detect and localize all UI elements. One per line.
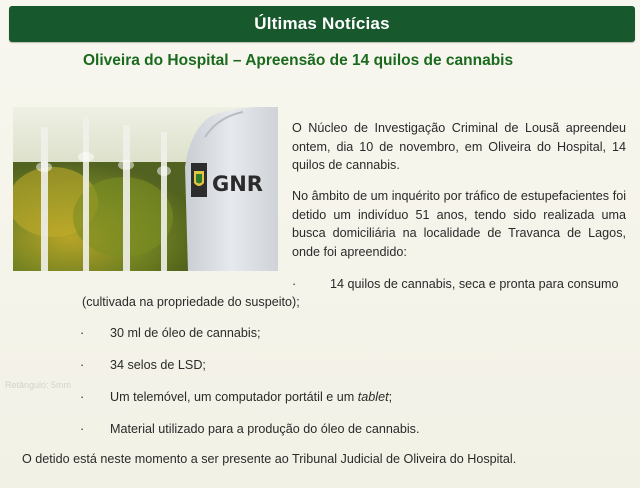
section-header [9, 6, 635, 42]
article-title[interactable]: Oliveira do Hospital – Apreensão de 14 quilos de cannabis [83, 52, 514, 69]
list-item: · 30 ml de óleo de cannabis; [80, 326, 261, 340]
bullet-mark: · [80, 358, 85, 372]
list-item: · 14 quilos de cannabis, seca e pronta para consumo [292, 275, 626, 294]
list-item-continuation: (cultivada na propriedade do suspeito); [82, 295, 300, 309]
article-photo[interactable] [13, 107, 278, 271]
bullet-mark: · [80, 326, 85, 340]
bullet-mark: · [80, 422, 85, 436]
article-paragraph-2: No âmbito de um inquérito por tráfico de estupefacientes foi detido um indivíduo 51 anos, tendo sido realizada uma busca domiciliária na localidade de Travanca de Lagos, onde foi apreendido: [292, 189, 626, 259]
article-closing-paragraph: O detido está neste momento a ser presente ao Tribunal Judicial de Oliveira do Hospital. [22, 452, 517, 466]
list-item: · 34 selos de LSD; [80, 358, 206, 372]
overlay-label: Retângulo: 5mm [5, 380, 72, 390]
gnr-officer-image [13, 107, 278, 271]
list-item: · Material utilizado para a produção do óleo de cannabis. [80, 422, 420, 436]
bullet-mark: · [80, 390, 85, 404]
article-paragraph-1: O Núcleo de Investigação Criminal de Lousã apreendeu ontem, dia 10 de novembro, em Oliveira do Hospital, 14 quilos de cannabis. [292, 121, 626, 172]
gnr-logo-text: GNR [212, 172, 263, 196]
list-item: · Um telemóvel, um computador portátil e um tablet; [80, 390, 393, 404]
bullet-mark: · [292, 277, 297, 291]
section-title: Últimas Notícias [254, 14, 390, 33]
